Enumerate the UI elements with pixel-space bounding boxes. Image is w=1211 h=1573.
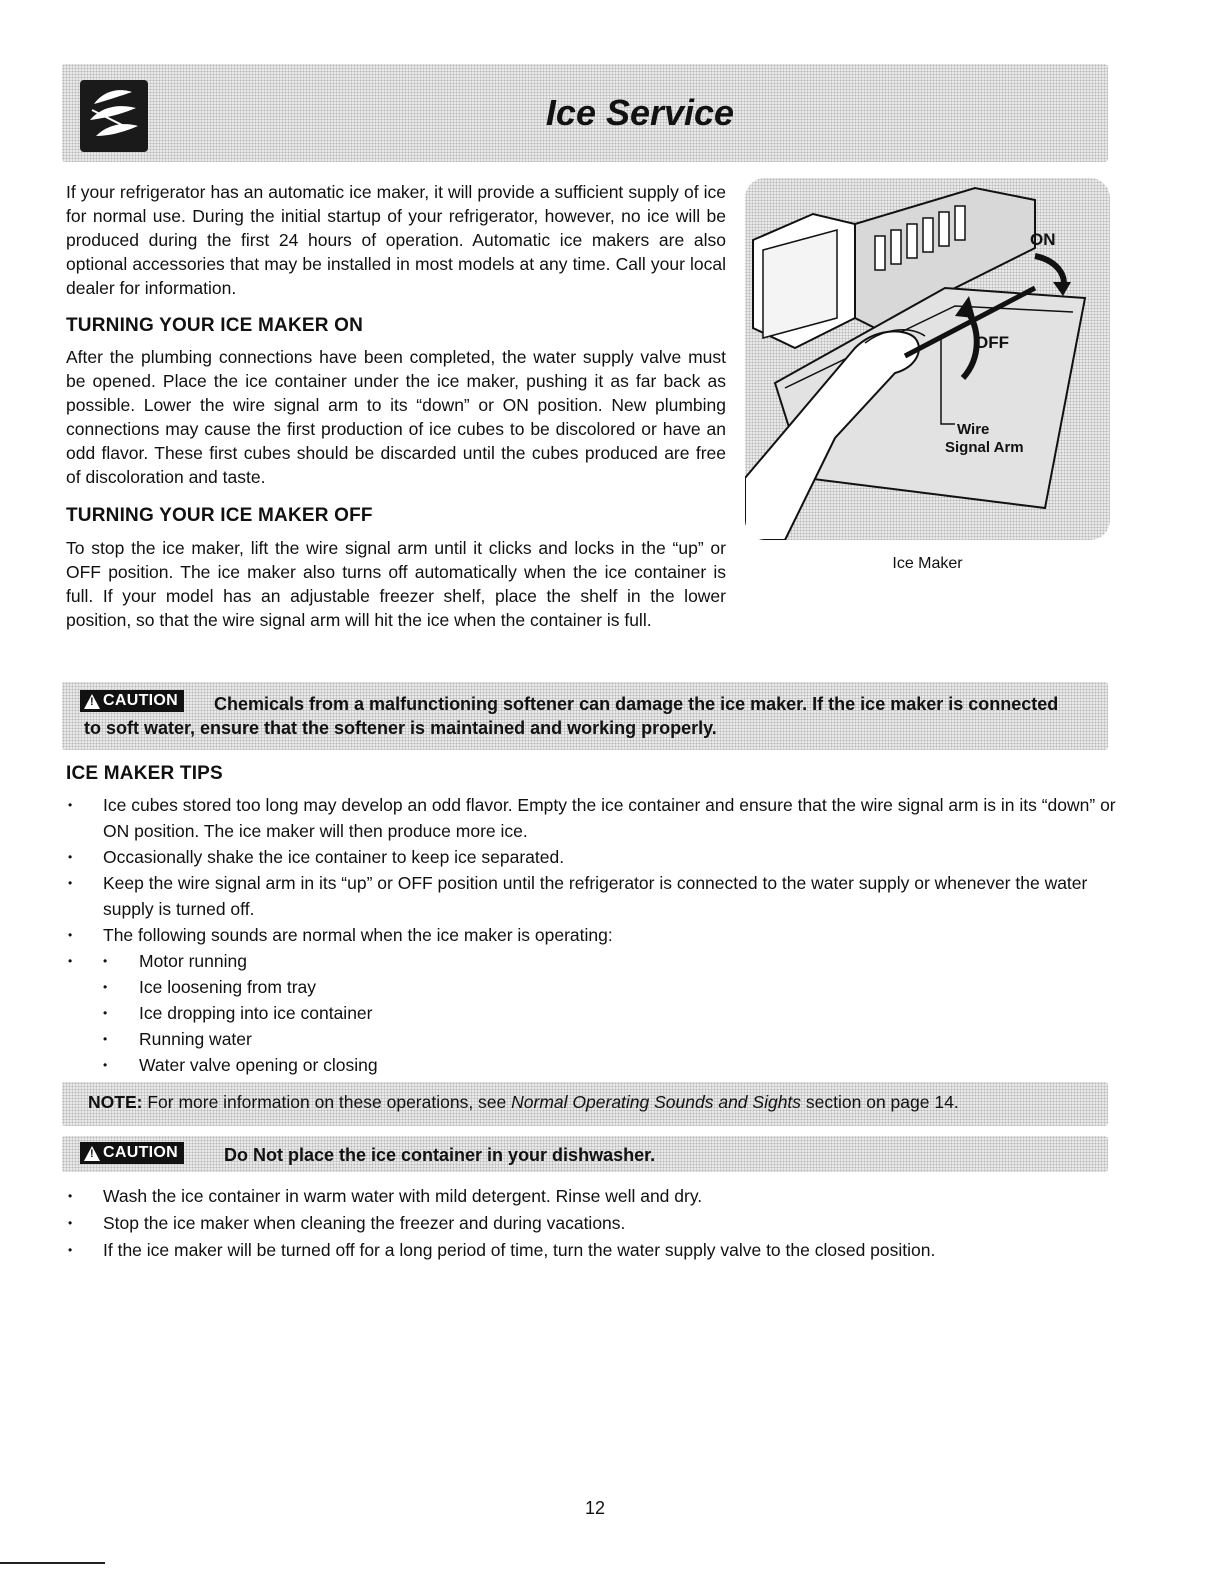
list-item: • • Motor running xyxy=(66,948,1126,974)
list-item: • Water valve opening or closing xyxy=(66,1052,1126,1078)
label-signal-arm: Signal Arm xyxy=(945,439,1024,456)
list-item: • Occasionally shake the ice container to keep ice separated. xyxy=(66,844,1126,870)
heading-turning-on: TURNING YOUR ICE MAKER ON xyxy=(66,315,364,336)
label-on: ON xyxy=(1030,230,1056,249)
note-before: For more information on these operations, see xyxy=(147,1092,507,1112)
list-item: • Stop the ice maker when cleaning the freezer and during vacations. xyxy=(66,1210,1126,1237)
ice-maker-illustration xyxy=(745,178,1110,540)
list-item: • Ice dropping into ice container xyxy=(66,1000,1126,1026)
note-reference: Normal Operating Sounds and Sights xyxy=(511,1092,802,1112)
heading-turning-off: TURNING YOUR ICE MAKER OFF xyxy=(66,505,373,526)
turning-on-paragraph: After the plumbing connections have been completed, the water supply valve must be opened. Place the ice container under the ice maker, pushing it as far back as possible. Lower the wire signal arm to its “down” or ON position. New plumbing connections may cause the first production of ice cubes to be discolored or have an odd flavor. These first cubes should be discarded until the cubes produced are free of discoloration and taste. xyxy=(66,347,726,487)
caution-dishwasher-text: Do Not place the ice container in your dishwasher. xyxy=(224,1145,656,1165)
warning-icon xyxy=(84,694,100,709)
tips-list xyxy=(66,792,1126,1078)
heading-ice-maker-tips: ICE MAKER TIPS xyxy=(66,763,223,784)
footer-rule xyxy=(0,1562,105,1564)
note-label: NOTE: xyxy=(88,1092,143,1112)
note-after: section on page 14. xyxy=(805,1092,959,1112)
list-item: • If the ice maker will be turned off for a long period of time, turn the water supply valve to the closed position. xyxy=(66,1237,1126,1264)
care-list xyxy=(66,1183,1126,1264)
leaf-icon xyxy=(80,80,148,152)
sounds-sublist xyxy=(66,948,1126,1078)
list-item: • The following sounds are normal when the ice maker is operating: xyxy=(66,922,1126,948)
list-item: • Ice loosening from tray xyxy=(66,974,1126,1000)
list-item: • Keep the wire signal arm in its “up” or OFF position until the refrigerator is connected to the water supply or whenever the water supply is turned off. xyxy=(66,870,1126,922)
caution-softener-line1: Chemicals from a malfunctioning softener can damage the ice maker. If the ice maker is connected xyxy=(214,694,1059,714)
label-off: OFF xyxy=(975,333,1009,352)
note-text xyxy=(88,1092,959,1113)
warning-icon xyxy=(84,1146,100,1161)
list-item: • Running water xyxy=(66,1026,1126,1052)
list-item: • Ice cubes stored too long may develop an odd flavor. Empty the ice container and ensure that the wire signal arm is in its “down” or ON position. The ice maker will then produce more ice. xyxy=(66,792,1126,844)
caution-softener-line2: to soft water, ensure that the softener is maintained and working properly. xyxy=(84,718,717,738)
caution-label: CAUTION xyxy=(103,692,178,709)
list-item: • Wash the ice container in warm water with mild detergent. Rinse well and dry. xyxy=(66,1183,1126,1210)
figure-caption: Ice Maker xyxy=(892,555,963,572)
caution-label: CAUTION xyxy=(103,1144,178,1161)
intro-paragraph: If your refrigerator has an automatic ice maker, it will provide a sufficient supply of ice for normal use. During the initial startup of your refrigerator, however, no ice will be produced during the first 24 hours of operation. Automatic ice makers are also optional accessories that may be installed in most models at any time. Call your local dealer for information. xyxy=(66,182,726,298)
label-wire: Wire xyxy=(957,421,990,438)
caution-badge xyxy=(80,690,184,712)
page-title: Ice Service xyxy=(545,92,735,133)
page-number: 12 xyxy=(584,1498,606,1518)
turning-off-paragraph: To stop the ice maker, lift the wire signal arm until it clicks and locks in the “up” or OFF position. The ice maker also turns off automatically when the ice container is full. If your model has an adjustable freezer shelf, place the shelf in the lower position, so that the wire signal arm will hit the ice when the container is full. xyxy=(66,538,726,630)
caution-badge xyxy=(80,1142,184,1164)
